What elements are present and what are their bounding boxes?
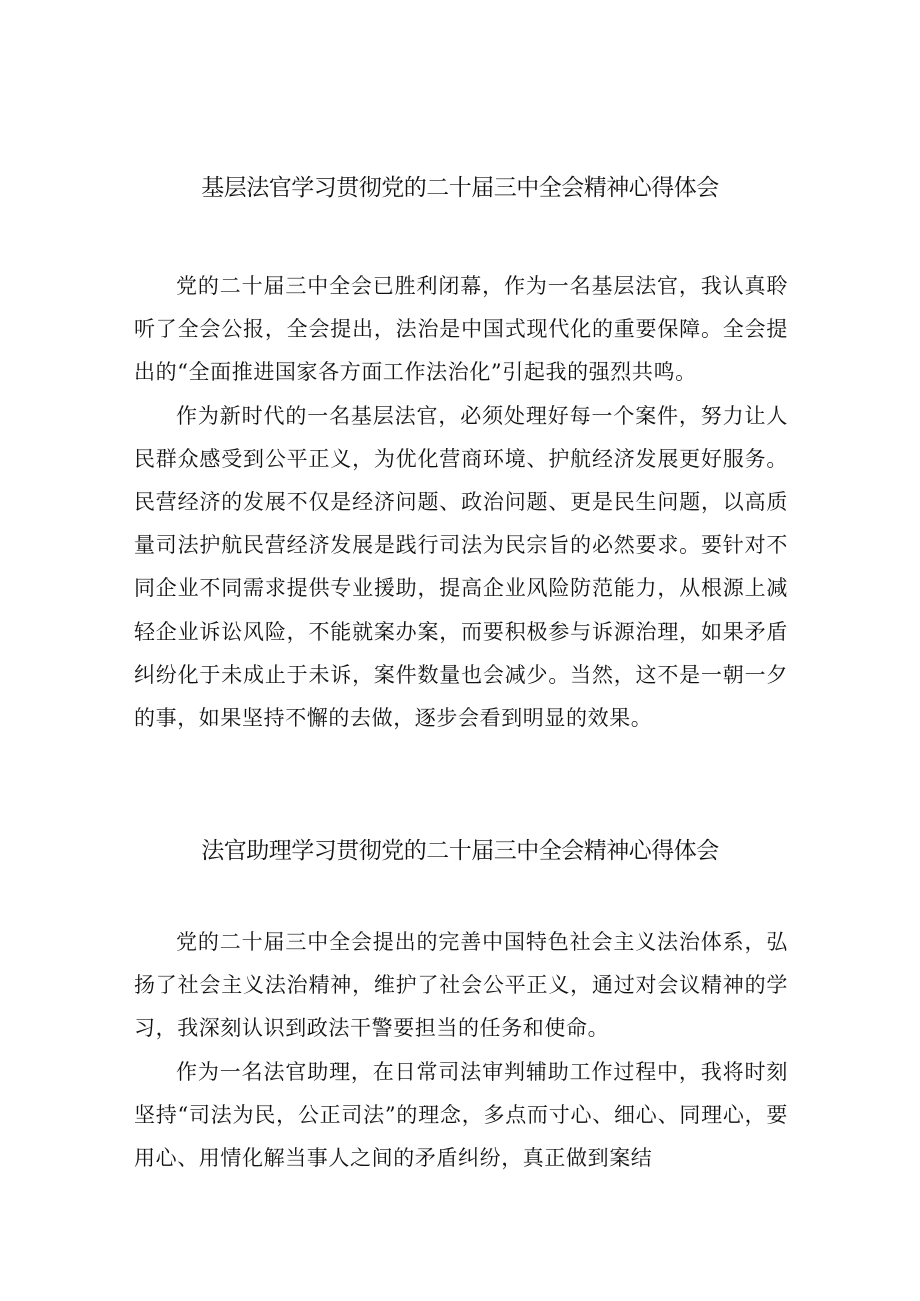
article-1-paragraph-1: 党的二十届三中全会已胜利闭幕，作为一名基层法官，我认真聆听了全会公报，全会提出，法治是中国式现代化的重要保障。全会提出的“全面推进国家各方面工作法治化”引起我的强烈共鸣。 xyxy=(134,274,788,385)
article-2-paragraph-1: 党的二十届三中全会提出的完善中国特色社会主义法治体系，弘扬了社会主义法治精神，维护了社会公平正义，通过对会议精神的学习，我深刻认识到政法干警要担当的任务和使命。 xyxy=(134,930,788,1041)
article-2-title: 法官助理学习贯彻党的二十届三中全会精神心得体会 xyxy=(201,838,719,864)
article-2-body xyxy=(134,921,788,1180)
article-1-paragraph-2: 作为新时代的一名基层法官，必须处理好每一个案件，努力让人民群众感受到公平正义，为优化营商环境、护航经济发展更好服务。民营经济的发展不仅是经济问题、政治问题、更是民生问题，以高质量司法护航民营经济发展是践行司法为民宗旨的必然要求。要针对不同企业不同需求提供专业援助，提高企业风险防范能力，从根源上减轻企业诉讼风险，不能就案办案，而要积极参与诉源治理，如果矛盾纠纷化于未成止于未诉，案件数量也会减少。当然，这不是一朝一夕的事，如果坚持不懈的去做，逐步会看到明显的效果。 xyxy=(134,403,788,731)
article-2-paragraph-2: 作为一名法官助理，在日常司法审判辅助工作过程中，我将时刻坚持“司法为民，公正司法”的理念，多点而寸心、细心、同理心，要用心、用情化解当事人之间的矛盾纠纷，真正做到案结 xyxy=(134,1059,788,1171)
article-1-body xyxy=(134,265,788,740)
article-1-title: 基层法官学习贯彻党的二十届三中全会精神心得体会 xyxy=(201,175,719,201)
